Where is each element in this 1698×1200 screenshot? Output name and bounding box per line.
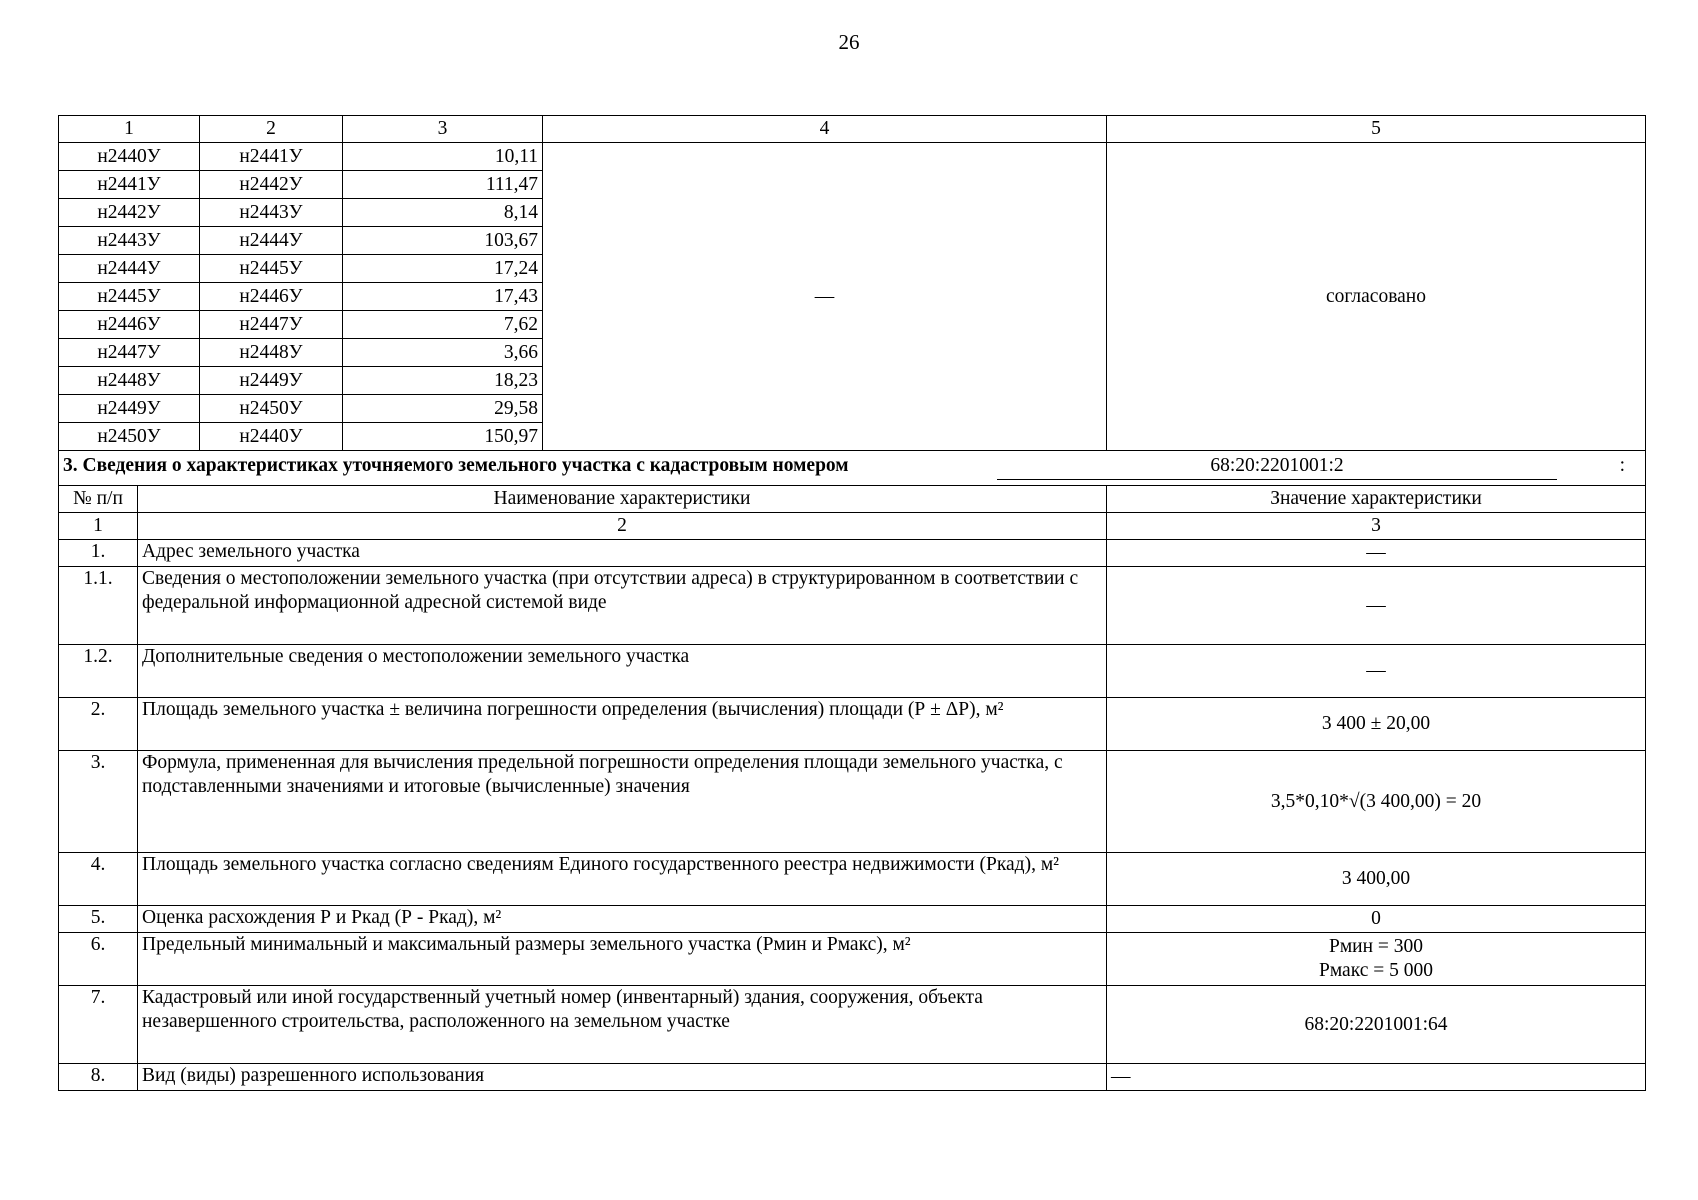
page-number: 26 <box>838 30 860 54</box>
point-to: н2447У <box>200 311 343 339</box>
distance: 111,47 <box>343 171 543 199</box>
area-max-value: Рмакс = 5 000 <box>1319 960 1433 981</box>
table2-header-num: № п/п <box>59 486 138 513</box>
distance: 150,97 <box>343 423 543 451</box>
table-row <box>59 567 1646 645</box>
characteristic-value: 3 400 ± 20,00 <box>1107 698 1646 751</box>
row-number: 7. <box>59 986 138 1064</box>
point-to: н2443У <box>200 199 343 227</box>
characteristic-name: Адрес земельного участка <box>138 540 1107 567</box>
table-row <box>59 751 1646 853</box>
point-to: н2449У <box>200 367 343 395</box>
table2-colnum-1: 1 <box>59 513 138 540</box>
table1-header-5: 5 <box>1107 116 1646 143</box>
point-to: н2441У <box>200 143 343 171</box>
cadastral-number: 68:20:2201001:2 <box>997 454 1557 480</box>
table-row <box>59 933 1646 986</box>
point-from: н2444У <box>59 255 200 283</box>
boundary-table <box>58 115 1646 1091</box>
distance: 7,62 <box>343 311 543 339</box>
table2-colnum-2: 2 <box>138 513 1107 540</box>
distance: 3,66 <box>343 339 543 367</box>
row-number: 3. <box>59 751 138 853</box>
characteristic-value: — <box>1107 567 1646 645</box>
row-number: 1.1. <box>59 567 138 645</box>
point-from: н2450У <box>59 423 200 451</box>
table-row <box>59 540 1646 567</box>
table2-colnum-3: 3 <box>1107 513 1646 540</box>
point-from: н2441У <box>59 171 200 199</box>
characteristic-value: 3,5*0,10*√(3 400,00) = 20 <box>1107 751 1646 853</box>
table1-header-1: 1 <box>59 116 200 143</box>
distance: 8,14 <box>343 199 543 227</box>
point-to: н2442У <box>200 171 343 199</box>
point-from: н2445У <box>59 283 200 311</box>
table2-header-value: Значение характеристики <box>1107 486 1646 513</box>
section3-colon: : <box>1619 455 1625 476</box>
point-from: н2440У <box>59 143 200 171</box>
section3-heading-cell <box>59 451 1646 486</box>
section3-title: 3. Сведения о характеристиках уточняемого земельного участка с кадастровым номером <box>63 455 849 476</box>
area-min-value: Рмин = 300 <box>1328 936 1424 957</box>
point-to: н2450У <box>200 395 343 423</box>
point-from: н2449У <box>59 395 200 423</box>
table1-header-row <box>59 116 1646 143</box>
table2-header-row <box>59 486 1646 513</box>
characteristic-value: — <box>1107 1064 1646 1091</box>
point-to: н2448У <box>200 339 343 367</box>
row-number: 2. <box>59 698 138 751</box>
row-number: 1. <box>59 540 138 567</box>
table-row <box>59 1064 1646 1091</box>
characteristic-value-range <box>1107 933 1646 986</box>
table1-header-2: 2 <box>200 116 343 143</box>
point-from: н2448У <box>59 367 200 395</box>
distance: 17,43 <box>343 283 543 311</box>
table-row <box>59 645 1646 698</box>
characteristic-value: 68:20:2201001:64 <box>1107 986 1646 1064</box>
table-row <box>59 986 1646 1064</box>
section3-row <box>59 451 1646 486</box>
table-row <box>59 143 1646 171</box>
distance: 103,67 <box>343 227 543 255</box>
table2-header-name: Наименование характеристики <box>138 486 1107 513</box>
point-from: н2446У <box>59 311 200 339</box>
table-row <box>59 698 1646 751</box>
point-from: н2442У <box>59 199 200 227</box>
characteristic-value: — <box>1107 540 1646 567</box>
table-row <box>59 906 1646 933</box>
characteristic-value: — <box>1107 645 1646 698</box>
distance: 29,58 <box>343 395 543 423</box>
characteristic-name: Площадь земельного участка ± величина погрешности определения (вычисления) площади (Р ± ΔР), м² <box>138 698 1107 751</box>
distance: 17,24 <box>343 255 543 283</box>
table-row <box>59 853 1646 906</box>
point-to: н2445У <box>200 255 343 283</box>
table1-header-4: 4 <box>543 116 1107 143</box>
col5-status: согласовано <box>1107 143 1646 451</box>
point-to: н2444У <box>200 227 343 255</box>
point-from: н2447У <box>59 339 200 367</box>
row-number: 8. <box>59 1064 138 1091</box>
characteristic-name: Кадастровый или иной государственный учетный номер (инвентарный) здания, сооружения, объекта незавершенного строительства, расположенного на земельном участке <box>138 986 1107 1064</box>
distance: 18,23 <box>343 367 543 395</box>
distance: 10,11 <box>343 143 543 171</box>
characteristic-value: 0 <box>1107 906 1646 933</box>
characteristic-name: Вид (виды) разрешенного использования <box>138 1064 1107 1091</box>
row-number: 6. <box>59 933 138 986</box>
row-number: 5. <box>59 906 138 933</box>
characteristic-name: Оценка расхождения Р и Ркад (Р - Ркад), м² <box>138 906 1107 933</box>
characteristic-name: Дополнительные сведения о местоположении земельного участка <box>138 645 1107 698</box>
characteristic-name: Площадь земельного участка согласно сведениям Единого государственного реестра недвижимости (Ркад), м² <box>138 853 1107 906</box>
characteristic-value: 3 400,00 <box>1107 853 1646 906</box>
characteristic-name: Предельный минимальный и максимальный размеры земельного участка (Рмин и Рмакс), м² <box>138 933 1107 986</box>
table1-header-3: 3 <box>343 116 543 143</box>
characteristic-name: Сведения о местоположении земельного участка (при отсутствии адреса) в структурированном в соответствии с федеральной информационной адресной системой виде <box>138 567 1107 645</box>
point-from: н2443У <box>59 227 200 255</box>
col4-value: — <box>543 143 1107 451</box>
point-to: н2446У <box>200 283 343 311</box>
characteristic-name: Формула, примененная для вычисления предельной погрешности определения площади земельного участка, с подставленными значениями и итоговые (вычисленные) значения <box>138 751 1107 853</box>
point-to: н2440У <box>200 423 343 451</box>
row-number: 4. <box>59 853 138 906</box>
table2-numbers-row <box>59 513 1646 540</box>
row-number: 1.2. <box>59 645 138 698</box>
